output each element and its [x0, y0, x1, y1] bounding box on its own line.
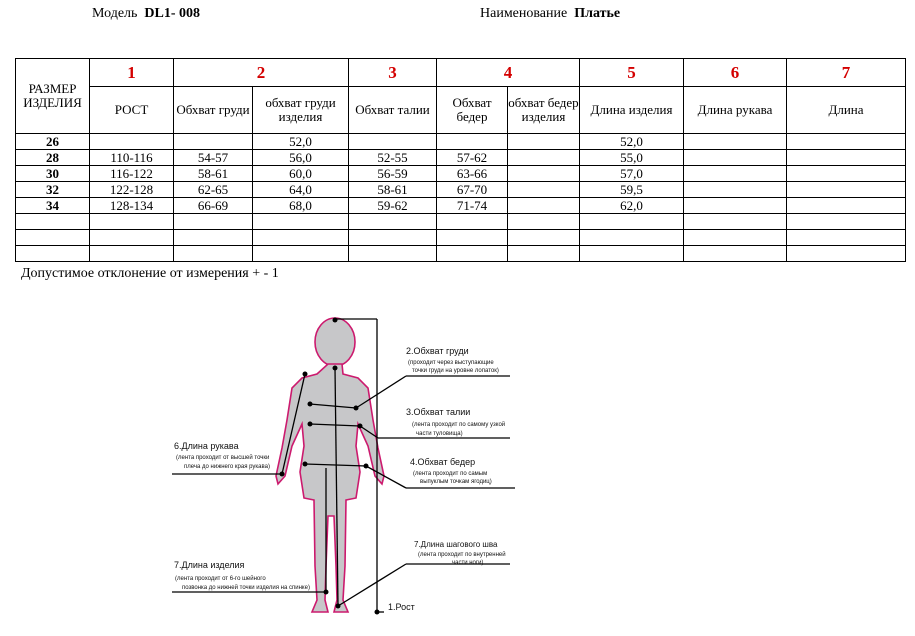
table-cell: 116-122	[90, 166, 174, 182]
table-row	[16, 214, 906, 230]
table-row	[16, 134, 906, 150]
group-number: 3	[349, 59, 437, 87]
table-cell	[580, 214, 684, 230]
column-header: обхват груди изделия	[253, 87, 349, 134]
inseam-desc: части ноги)	[452, 560, 484, 566]
size-cell: 28	[16, 150, 90, 166]
table-cell	[787, 182, 906, 198]
hips-title: 4.Обхват бедер	[410, 457, 476, 467]
table-cell	[174, 246, 253, 262]
chest-desc: (проходит через выступающие	[408, 360, 494, 366]
group-number: 4	[437, 59, 580, 87]
table-cell	[253, 246, 349, 262]
table-cell	[684, 182, 787, 198]
hips-desc: (лента проходит по самым	[413, 471, 488, 477]
tolerance-note: Допустимое отклонение от измерения + - 1	[21, 266, 279, 281]
table-cell: 110-116	[90, 150, 174, 166]
table-cell	[684, 198, 787, 214]
length-title: 7.Длина изделия	[174, 560, 245, 570]
chest-title: 2.Обхват груди	[406, 346, 469, 356]
table-cell	[90, 246, 174, 262]
table-cell: 58-61	[349, 182, 437, 198]
sleeve-desc: (лента проходит от высшей точки	[176, 455, 270, 461]
table-cell	[349, 246, 437, 262]
inseam-title: 7.Длина шагового шва	[414, 540, 498, 549]
table-cell: 55,0	[580, 150, 684, 166]
table-cell	[437, 214, 508, 230]
table-cell	[508, 214, 580, 230]
table-cell: 122-128	[90, 182, 174, 198]
table-cell	[349, 214, 437, 230]
length-desc: позвонка до нижней точки изделия на спинке)	[182, 585, 310, 591]
table-cell: 56-59	[349, 166, 437, 182]
column-header: РОСТ	[90, 87, 174, 134]
table-cell	[787, 134, 906, 150]
table-cell: 63-66	[437, 166, 508, 182]
column-header: Длина	[787, 87, 906, 134]
column-header: Длина изделия	[580, 87, 684, 134]
table-cell	[174, 134, 253, 150]
table-cell: 52-55	[349, 150, 437, 166]
size-cell	[16, 214, 90, 230]
table-cell: 59-62	[349, 198, 437, 214]
size-cell	[16, 230, 90, 246]
model-label: Модель	[92, 6, 138, 21]
table-cell	[508, 166, 580, 182]
name-line	[480, 6, 620, 22]
table-cell	[508, 182, 580, 198]
column-header: обхват бедер изделия	[508, 87, 580, 134]
table-cell	[684, 166, 787, 182]
table-row	[16, 182, 906, 198]
table-cell	[684, 214, 787, 230]
table-cell	[349, 230, 437, 246]
table-row	[16, 246, 906, 262]
sleeve-desc: плеча до нижнего края рукава)	[184, 464, 270, 470]
table-cell	[437, 230, 508, 246]
table-cell	[349, 134, 437, 150]
column-header: Обхват груди	[174, 87, 253, 134]
size-cell	[16, 246, 90, 262]
table-cell: 128-134	[90, 198, 174, 214]
group-number: 7	[787, 59, 906, 87]
group-number: 5	[580, 59, 684, 87]
waist-title: 3.Обхват талии	[406, 407, 471, 417]
group-number: 6	[684, 59, 787, 87]
table-cell	[684, 230, 787, 246]
table-cell	[174, 230, 253, 246]
table-cell: 58-61	[174, 166, 253, 182]
table-cell	[787, 246, 906, 262]
table-cell: 52,0	[580, 134, 684, 150]
column-header: Обхват бедер	[437, 87, 508, 134]
table-cell	[508, 246, 580, 262]
table-row	[16, 230, 906, 246]
model-line	[92, 6, 200, 22]
column-header: Обхват талии	[349, 87, 437, 134]
size-cell: 30	[16, 166, 90, 182]
name-value: Платье	[574, 6, 621, 21]
table-cell: 67-70	[437, 182, 508, 198]
name-label: Наименование	[480, 6, 568, 21]
group-number: 1	[90, 59, 174, 87]
table-cell: 62-65	[174, 182, 253, 198]
table-cell	[787, 214, 906, 230]
model-value: DL1- 008	[144, 6, 201, 21]
table-row	[16, 198, 906, 214]
table-cell	[90, 214, 174, 230]
table-row	[16, 166, 906, 182]
table-cell	[437, 134, 508, 150]
table-cell	[580, 246, 684, 262]
table-cell	[787, 166, 906, 182]
table-cell	[580, 230, 684, 246]
waist-desc: (лента проходит по самому узкой	[412, 422, 506, 428]
size-header: РАЗМЕР ИЗДЕЛИЯ	[16, 59, 90, 134]
table-cell: 64,0	[253, 182, 349, 198]
table-cell: 60,0	[253, 166, 349, 182]
table-cell	[684, 150, 787, 166]
table-cell: 59,5	[580, 182, 684, 198]
table-cell: 68,0	[253, 198, 349, 214]
table-cell: 57,0	[580, 166, 684, 182]
inseam-desc: (лента проходит по внутренней	[418, 552, 506, 558]
size-cell: 34	[16, 198, 90, 214]
measurement-figure	[170, 316, 515, 619]
table-cell	[787, 230, 906, 246]
table-cell	[437, 246, 508, 262]
table-cell	[508, 230, 580, 246]
table-cell: 71-74	[437, 198, 508, 214]
table-cell: 66-69	[174, 198, 253, 214]
length-desc: (лента проходит от 6-го шейного	[175, 576, 266, 582]
table-cell: 54-57	[174, 150, 253, 166]
height-title: 1.Рост	[388, 602, 415, 612]
table-cell: 52,0	[253, 134, 349, 150]
hips-desc: выпуклым точкам ягодиц)	[420, 479, 492, 485]
sleeve-title: 6.Длина рукава	[174, 441, 239, 451]
size-cell: 32	[16, 182, 90, 198]
table-cell: 57-62	[437, 150, 508, 166]
table-cell	[684, 134, 787, 150]
table-cell	[787, 198, 906, 214]
size-cell: 26	[16, 134, 90, 150]
waist-desc: части туловища)	[416, 431, 463, 437]
table-cell	[90, 230, 174, 246]
table-cell	[174, 214, 253, 230]
chest-desc: точки груди на уровне лопаток)	[412, 368, 499, 374]
table-cell: 56,0	[253, 150, 349, 166]
table-cell	[508, 134, 580, 150]
column-header: Длина рукава	[684, 87, 787, 134]
table-body	[16, 134, 906, 262]
table-cell	[508, 150, 580, 166]
table-cell: 62,0	[580, 198, 684, 214]
table-cell	[90, 134, 174, 150]
table-cell	[787, 150, 906, 166]
table-cell	[508, 198, 580, 214]
table-row	[16, 150, 906, 166]
size-table	[15, 58, 906, 262]
group-number: 2	[174, 59, 349, 87]
table-cell	[684, 246, 787, 262]
table-cell	[253, 214, 349, 230]
table-cell	[253, 230, 349, 246]
